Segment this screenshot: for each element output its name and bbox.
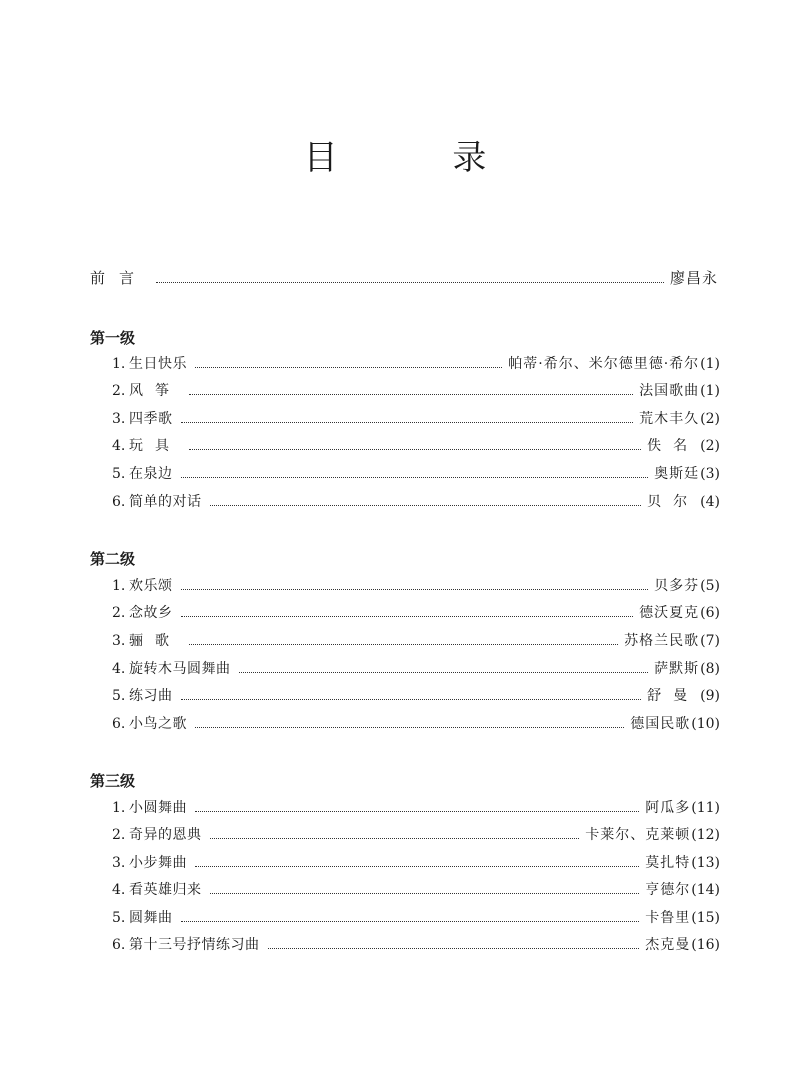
leader-dots: [210, 838, 580, 839]
entry-author: 贝尔: [647, 494, 700, 510]
leader-dots: [189, 644, 618, 645]
entry-author: 杰克曼: [645, 937, 691, 953]
section-heading: 第三级: [90, 772, 136, 790]
entry-page: (8): [700, 661, 720, 677]
entry-author: 苏格兰民歌: [624, 633, 700, 649]
entry-page: (1): [700, 356, 720, 372]
entry-number: 1.: [112, 356, 126, 372]
entry-number: 4.: [112, 882, 126, 898]
entry-title: 骊歌: [129, 633, 181, 649]
entry-number: 2.: [112, 383, 126, 399]
toc-entry[interactable]: [112, 492, 720, 512]
entry-page: (12): [691, 827, 720, 843]
leader-dots: [181, 699, 642, 700]
leader-dots: [195, 866, 639, 867]
entry-title: 小步舞曲: [129, 855, 187, 871]
toc-entry[interactable]: [112, 714, 720, 734]
entry-author: 莫扎特: [645, 855, 691, 871]
preface-author: 廖昌永: [669, 269, 718, 287]
toc-entry[interactable]: [112, 576, 720, 596]
entry-author: 法国歌曲: [639, 383, 700, 399]
entry-title: 圆舞曲: [129, 910, 173, 926]
entry-author: 舒曼: [647, 688, 700, 704]
entry-title: 念故乡: [129, 605, 173, 621]
entry-title: 第十三号抒情练习曲: [129, 937, 260, 953]
entry-title: 玩具: [129, 438, 181, 454]
entry-page: (4): [700, 494, 720, 510]
entry-number: 5.: [112, 910, 126, 926]
toc-entry[interactable]: [112, 880, 720, 900]
entry-page: (13): [691, 855, 720, 871]
toc-entry[interactable]: [112, 464, 720, 484]
toc-entry[interactable]: [112, 798, 720, 818]
toc-entry[interactable]: [112, 603, 720, 623]
entry-page: (9): [700, 688, 720, 704]
entry-number: 2.: [112, 605, 126, 621]
toc-entry[interactable]: [112, 659, 720, 679]
entry-author: 德国民歌: [630, 716, 691, 732]
entry-author: 德沃夏克: [639, 605, 700, 621]
entry-title: 简单的对话: [129, 494, 202, 510]
toc-entry[interactable]: [112, 381, 720, 401]
entry-title: 生日快乐: [129, 356, 187, 372]
entry-page: (2): [700, 438, 720, 454]
entry-title: 在泉边: [129, 466, 173, 482]
leader-dots: [189, 449, 641, 450]
leader-dots: [189, 394, 633, 395]
leader-dots: [181, 477, 649, 478]
entry-number: 3.: [112, 855, 126, 871]
leader-dots: [210, 893, 640, 894]
entry-title: 练习曲: [129, 688, 173, 704]
entry-number: 3.: [112, 633, 126, 649]
entry-title: 四季歌: [129, 411, 173, 427]
entry-page: (11): [691, 800, 720, 816]
section-heading: 第一级: [90, 329, 136, 347]
entry-title: 小圆舞曲: [129, 800, 187, 816]
leader-dots: [181, 616, 634, 617]
entry-page: (6): [700, 605, 720, 621]
entry-number: 5.: [112, 688, 126, 704]
entry-author: 佚名: [647, 438, 700, 454]
entry-author: 亨德尔: [645, 882, 691, 898]
toc-entry[interactable]: [112, 908, 720, 928]
entry-title: 小鸟之歌: [129, 716, 187, 732]
leader-dots: [181, 589, 649, 590]
entry-number: 6.: [112, 716, 126, 732]
entry-title: 旋转木马圆舞曲: [129, 661, 231, 677]
leader-dots: [181, 921, 640, 922]
entry-page: (14): [691, 882, 720, 898]
entry-number: 3.: [112, 411, 126, 427]
toc-entry[interactable]: [112, 631, 720, 651]
toc-entry[interactable]: [112, 825, 720, 845]
section-heading: 第二级: [90, 550, 136, 568]
leader-dots: [181, 422, 634, 423]
entry-number: 6.: [112, 494, 126, 510]
entry-number: 1.: [112, 800, 126, 816]
leader-dots: [195, 727, 624, 728]
entry-page: (10): [691, 716, 720, 732]
entry-author: 卡莱尔、克莱顿: [585, 827, 691, 843]
entry-page: (5): [700, 578, 720, 594]
entry-author: 卡鲁里: [645, 910, 691, 926]
toc-entry[interactable]: [112, 853, 720, 873]
toc-entry[interactable]: [112, 409, 720, 429]
entry-page: (2): [700, 411, 720, 427]
entry-title: 看英雄归来: [129, 882, 202, 898]
entry-page: (7): [700, 633, 720, 649]
entry-title: 风筝: [129, 383, 181, 399]
entry-author: 贝多芬: [654, 578, 700, 594]
entry-number: 4.: [112, 661, 126, 677]
entry-page: (3): [700, 466, 720, 482]
entry-number: 4.: [112, 438, 126, 454]
page-title: 目 录: [303, 138, 539, 178]
entry-author: 阿瓜多: [645, 800, 691, 816]
leader-dots: [210, 505, 642, 506]
toc-entry[interactable]: [112, 686, 720, 706]
toc-entry[interactable]: [112, 935, 720, 955]
entry-title: 奇异的恩典: [129, 827, 202, 843]
entry-author: 帕蒂·希尔、米尔德里德·希尔: [508, 356, 700, 372]
entry-page: (15): [691, 910, 720, 926]
entry-number: 6.: [112, 937, 126, 953]
leader-dots: [156, 282, 664, 283]
leader-dots: [195, 811, 639, 812]
entry-author: 萨默斯: [654, 661, 700, 677]
preface-label: 前言: [90, 269, 149, 287]
entry-number: 1.: [112, 578, 126, 594]
toc-entry[interactable]: [112, 436, 720, 456]
entry-title: 欢乐颂: [129, 578, 173, 594]
leader-dots: [239, 672, 649, 673]
entry-author: 奥斯廷: [654, 466, 700, 482]
entry-author: 荒木丰久: [639, 411, 700, 427]
entry-page: (1): [700, 383, 720, 399]
leader-dots: [268, 948, 640, 949]
toc-preface[interactable]: [90, 268, 718, 288]
entry-page: (16): [691, 937, 720, 953]
entry-number: 2.: [112, 827, 126, 843]
toc-entry[interactable]: [112, 354, 720, 374]
leader-dots: [195, 367, 502, 368]
entry-number: 5.: [112, 466, 126, 482]
